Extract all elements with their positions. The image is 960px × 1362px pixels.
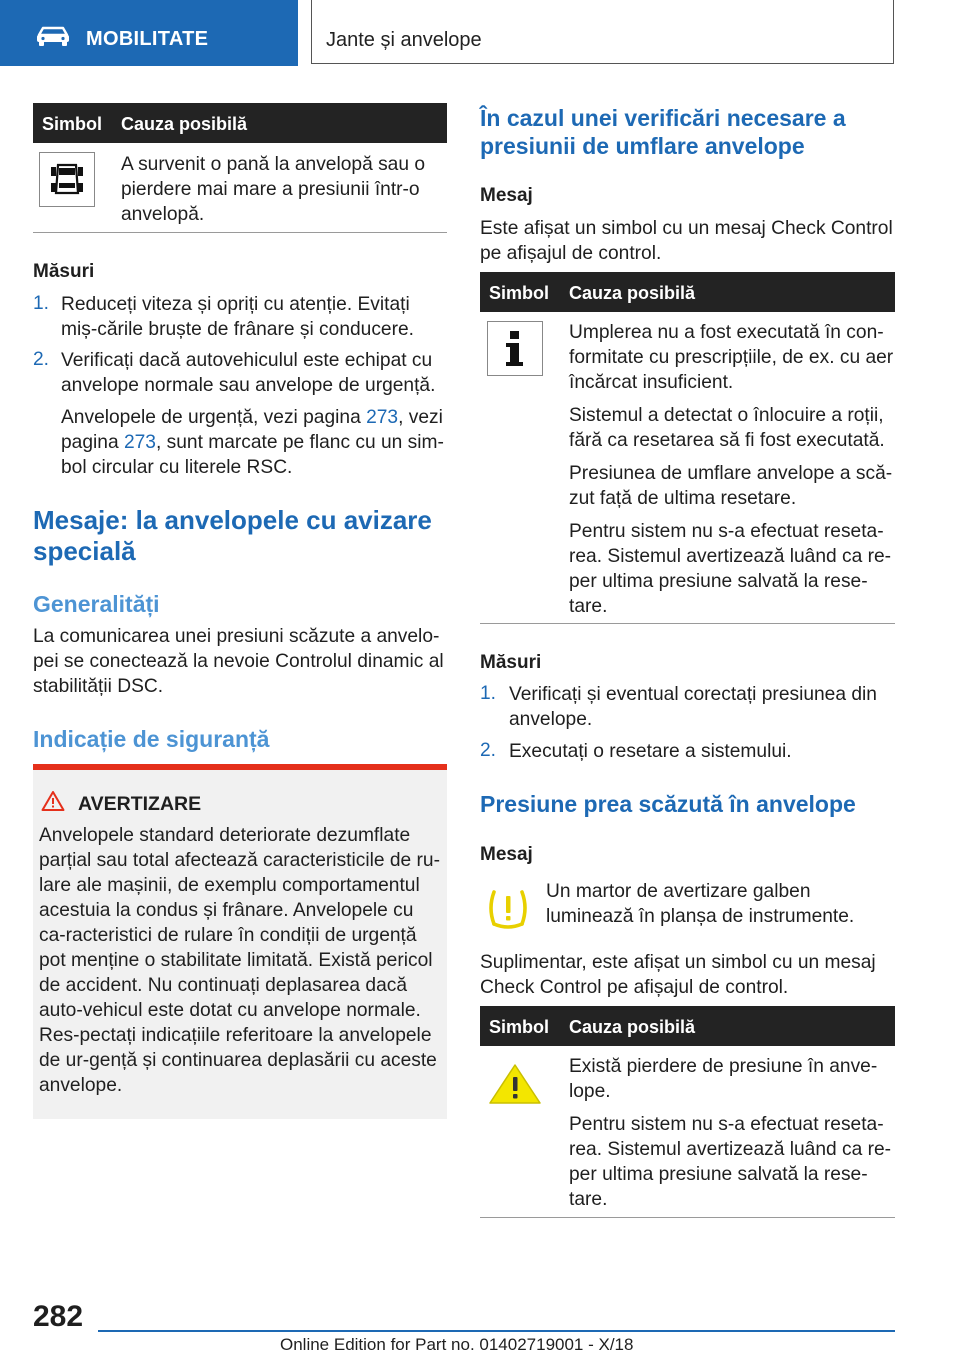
warning-box <box>33 764 447 1119</box>
table1-col-symbol: Simbol <box>42 114 103 134</box>
message-text: Este afișat un simbol cu un mesaj Check Control pe afișajul de control. <box>480 218 893 264</box>
table1-cause-text: A survenit o pană la anvelopă sau o pierdere mai mare a presiunii într-o anvelopă. <box>121 154 426 225</box>
car-icon <box>36 26 70 51</box>
table1-bottom-rule <box>33 232 447 233</box>
page-title: Jante și anvelope <box>326 29 482 51</box>
measure-text: Verificați dacă autovehiculul este echipat cu anvelope normale sau anvelope de urgență. <box>61 350 436 396</box>
footer-rule <box>98 1330 895 1332</box>
page-title-tab <box>311 0 894 64</box>
measures-title-left: Măsuri <box>33 261 95 282</box>
yellow-warning-triangle-icon <box>487 1062 543 1111</box>
heading-safety-note: Indicație de siguranță <box>33 726 270 752</box>
message-label: Mesaj <box>480 844 533 865</box>
table3-cause-text <box>569 1054 895 1220</box>
heading-messages-special-tyres: Mesaje: la anvelopele cu avizare specială <box>33 505 432 566</box>
table2-bottom-rule <box>480 623 895 624</box>
heading-low-pressure: Presiune prea scăzută în anvelope <box>480 791 856 817</box>
general-text: La comunicarea unei presiuni scăzute a anvelo-pei se conectează la nevoie Controlul dinamic al stabilității DSC. <box>33 626 444 697</box>
measure-text: Verificați și eventual corectați presiunea din anvelope. <box>509 684 877 730</box>
page-link-273[interactable]: 273 <box>366 407 399 428</box>
table2-col-cause: Cauza posibilă <box>569 283 696 303</box>
table1-col-cause: Cauza posibilă <box>121 114 248 134</box>
measure-number: 2. <box>480 740 497 761</box>
cause-paragraph: Pentru sistem nu s-a efectuat reseta-rea. Sistemul avertizează luând ca re-per ultima presiune salvată la rese-tare. <box>569 521 892 617</box>
cause-paragraph: Există pierdere de presiune în anve-lope. <box>569 1056 878 1102</box>
warning-lamp-text: Un martor de avertizare galben luminează în planșa de instrumente. <box>546 881 855 927</box>
warning-bar <box>33 764 447 770</box>
section-label: MOBILITATE <box>86 28 209 50</box>
table3-header <box>480 1006 895 1046</box>
measure-text: Executați o resetare a sistemului. <box>509 741 792 762</box>
measure-number: 1. <box>33 293 50 314</box>
table2-header <box>480 272 895 312</box>
ref-text: Anvelopele de urgență, vezi pagina <box>61 407 367 428</box>
table3-col-symbol: Simbol <box>489 1017 550 1037</box>
message-label: Mesaj <box>480 185 533 206</box>
page-header <box>0 0 960 66</box>
ref-text: , vezi pagina <box>61 407 443 453</box>
table1-header <box>33 103 447 143</box>
table2-col-symbol: Simbol <box>489 283 550 303</box>
spare-tyre-reference <box>61 405 447 480</box>
warning-title: AVERTIZARE <box>78 793 202 815</box>
edition-text: Online Edition for Part no. 01402719001 - X/18 <box>280 1335 634 1354</box>
table3-bottom-rule <box>480 1217 895 1218</box>
measure-number: 2. <box>33 349 50 370</box>
cause-paragraph: Presiunea de umflare anvelope a scă-zut față de ultima resetare. <box>569 463 893 509</box>
measures-title-right: Măsuri <box>480 652 542 673</box>
measure-number: 1. <box>480 683 497 704</box>
cause-paragraph: Sistemul a detectat o înlocuire a roții, fără ca resetarea să fi fost executată. <box>569 405 885 451</box>
table3-col-cause: Cauza posibilă <box>569 1017 696 1037</box>
tyre-pressure-warning-lamp-icon <box>485 888 531 937</box>
table2-cause-text <box>569 320 895 627</box>
page-number: 282 <box>33 1300 84 1333</box>
measure-text: Reduceți viteza și opriți cu atenție. Evitați miș-cările bruște de frânare și conducere. <box>61 294 414 340</box>
warning-text: Anvelopele standard deteriorate dezumflate parțial sau total afectează caracteristicile de ru-lare ale mașinii, de exemplu comportamentul acestuia la condus și frânare. Anvelopele cu ca-racteristici de rulare în condiții de urgență pot menține o stabilitate limitată. Există pericol de accident. Nu continuați deplasarea dacă auto-vehicul este dotat cu anvelope normale. Res-pectați indicațiile referitoare la anvelopele de ur-gență și continuarea deplasării cu aceste anvelope. <box>39 825 440 1096</box>
section-tab-mobilitate[interactable] <box>0 0 298 66</box>
supplementary-text: Suplimentar, este afișat un simbol cu un mesaj Check Control pe afișajul de control. <box>480 952 876 998</box>
flat-tyre-car-icon <box>39 152 95 207</box>
heading-general: Generalități <box>33 591 160 617</box>
cause-paragraph: Pentru sistem nu s-a efectuat reseta-rea. Sistemul avertizează luând ca re-per ultima presiune salvată la rese-tare. <box>569 1114 892 1210</box>
heading-pressure-check: În cazul unei verificări necesare a presiunii de umflare anvelope <box>480 105 846 159</box>
cause-paragraph: Umplerea nu a fost executată în con-formitate cu prescripțiile, de ex. cu aer încărcat insuficient. <box>569 322 894 393</box>
info-icon <box>487 321 543 376</box>
page-link-273[interactable]: 273 <box>123 432 156 453</box>
warning-triangle-icon <box>41 790 65 817</box>
ref-text: , sunt marcate pe flanc cu un sim-bol circular cu literele RSC. <box>61 432 444 478</box>
